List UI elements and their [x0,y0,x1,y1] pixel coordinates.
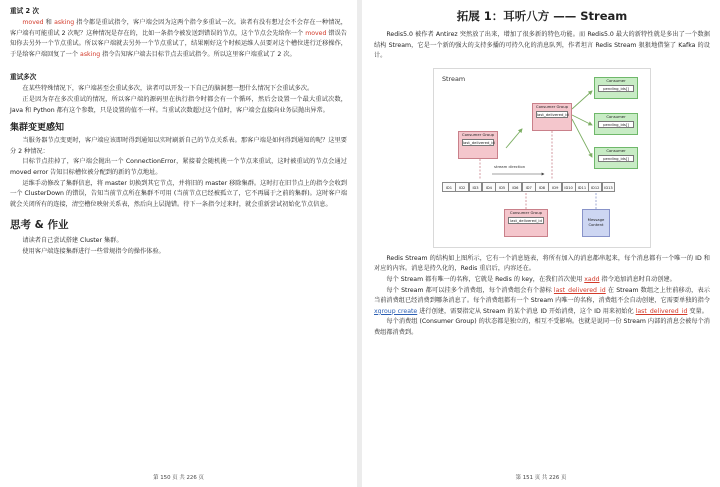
arrow-consumer-3 [572,119,592,157]
stream-id-cell: ID6 [508,182,522,192]
left-page [0,0,357,487]
text-segment: 每个 Stream 都有唯一的名称，它就是 Redis 的 key，在我们首次使用 [386,275,585,283]
consumer-group-a [458,131,498,159]
text-segment: 每个 Stream 都可以挂多个消费组，每个消费组会有个游标 [386,286,554,294]
paragraph-redis5-intro: Redis5.0 被作者 Antirez 突然放了出来，增加了很多新的特色功能。而 Redis5.0 最大的新特性就是多出了一个数据结构 Stream，它是一个新的强大的支持多播的可持久化的消息队列，作者坦言 Redis Stream 狠狠地借鉴了 Kafka 的设计。 [374,31,710,60]
consumer-2-title: Consumer [606,113,626,119]
consumer-1-title: Consumer [606,77,626,83]
paragraph-cluster-notify: 当服务器节点变更时，客户端应该即时得到通知以实时刷新自己的节点关系表。那客户端是如何得到通知的呢？这里要分 2 种情况： [10,137,347,155]
stream-id-cell: ID7 [522,182,536,192]
stream-id-cell: ID8 [535,182,549,192]
text-segment: 指令都是重试指令，客户端会因为这两个指令多重试一次。读者有没有想过会不会存在一种情况，客户端有可能重试 2 次呢？这种情况是存在的，比如一条指令被发送到错误的节点，这个节点会先给你一个 [10,19,347,37]
stream-diagram [433,68,651,248]
right-page [362,0,720,487]
consumer-3-field: pending_ids[] [598,155,634,162]
paragraph-manual-change: 运维手动修改了集群信息，将 master 切换到其它节点，并将旧的 master 移除集群。这时打在旧节点上的指令会收到一个 ClusterDown 的错误，告知当前节点所在集群不可用 (当前节点已经被孤立了，它不再属于之前的集群)。这时客户端就会关闭所有的连接，清空槽位映射关系表，然后向上层抛错。待下一条指令过来时，就会重新尝试初始化节点信息。 [10,179,347,208]
text-segment: 和 [43,19,55,26]
consumer-group-b [532,103,572,131]
stream-id-row [442,182,615,192]
heading-retry-twice: 重试 2 次 [10,7,39,15]
homework-item-1: 请读者自己尝试搭建 Cluster 集群。 [22,237,123,245]
arrow-consumer-1 [572,91,592,109]
keyword-xgroup-create: xgroup create [374,307,418,315]
consumer-group-c-title: Consumer Group [509,209,543,215]
diagram-label: Stream [442,74,466,83]
page-number-right: 第 151 页 共 226 页 [515,475,567,481]
text-segment: 变量。 [687,307,708,315]
stream-id-cell: ID9 [548,182,562,192]
paragraph-retry-loop: 正是因为存在多次重试的情况，所以客户端的源码里在执行指令时都会有一个循环，然后会设置一个最大重试次数，Java 和 Python 都有这个参数，只是设置的值不一样。当重试次数超过这个值时，客户端会直接向业务层抛出异常。 [10,95,347,114]
paragraph-node-down: 目标节点挂掉了，客户端会抛出一个 ConnectionError，紧接着会随机挑一个节点来重试，这时被重试的节点会通过 moved error 告知目标槽位被分配到的新的节点地址。 [10,158,347,176]
keyword-asking: asking [80,50,101,58]
consumer-group-a-field: last_delivered_id [463,139,495,145]
consumer-2-field: pending_ids[] [598,121,634,128]
paragraph-retry-twice [10,18,347,60]
keyword-xadd: xadd [584,275,600,283]
consumer-1 [594,77,638,99]
stream-id-cell: ID11 [575,182,589,192]
keyword-moved: moved [22,19,44,26]
consumer-group-b-title: Consumer Group [535,103,569,109]
keyword-last-delivered-id: last_delivered_id [553,286,606,294]
stream-id-cell: ID4 [482,182,496,192]
text-segment: 错误告知你去另外一个节点重试。所以客户端就去另外一个节点重试了，结果刚好这个时候运维人员要对这个槽位进行迁移操作，于是给客户端回复了一个 [10,29,347,58]
consumer-3 [594,147,638,169]
stream-direction-label: stream direction [494,163,526,169]
stream-id-cell: ID10 [562,182,576,192]
heading-homework: 思考 & 作业 [10,219,69,232]
heading-cluster-change: 集群变更感知 [10,123,65,134]
consumer-1-field: pending_ids[] [598,85,634,92]
page-number-left: 第 150 页 共 226 页 [153,475,204,481]
consumer-group-c-field: last_delivered_id [508,217,544,224]
section-title-stream: 拓展 1：耳听八方 —— Stream [456,9,628,23]
paragraph-group-state: 每个消费组 (Consumer Group) 的状态都是独立的，相互不受影响。也就是说同一份 Stream 内部的消息会被每个消费组都消费到。 [374,318,710,336]
stream-id-cell: ID2 [455,182,469,192]
paragraph-retry-many: 在某些特殊情况下，客户端甚至会重试多次，读者可以开发一下自己的脑洞想一想什么情况下会重试多次。 [22,85,314,93]
homework-item-2: 使用客户端连接集群进行一些常规指令的操作体验。 [22,247,165,255]
paragraph-structure: Redis Stream 的结构如上图所示，它有一个消息链表，将所有加入的消息都串起来，每个消息都有一个唯一的 ID 和对应的内容。消息是持久化的，Redis 重启后，内容还在。 [374,254,710,273]
consumer-group-b-field: last_delivered_id [537,111,569,117]
consumer-group-c [504,209,548,237]
stream-id-cell: ID3 [469,182,483,192]
heading-retry-many: 重试多次 [10,73,37,82]
stream-id-cell: ID5 [495,182,509,192]
arrow-group-link [506,129,522,148]
consumer-group-a-title: Consumer Group [461,131,495,137]
text-segment: 在 Stream 数组之上往前移动，表示当前消费组已经消费到哪条消息了。每个消费组都有一个 Stream 内唯一的名称，消费组不会自动创建，它需要单独的指令 [374,286,710,305]
text-segment: 指令追加消息时自动创建。 [599,275,676,283]
consumer-3-title: Consumer [606,147,626,153]
paragraph-consumer-groups [374,286,710,318]
keyword-last-delivered-id: last_delivered_id [635,307,688,315]
arrow-consumer-2 [572,115,592,125]
text-segment: 指令告知客户端去目标节点去重试指令。所以这里客户端重试了 2 次。 [100,50,296,58]
consumer-2 [594,113,638,135]
stream-id-cell: ID12 [588,182,602,192]
keyword-moved: moved [305,29,327,37]
text-segment: 进行创建，需要指定从 Stream 的某个消息 ID 开始消费，这个 ID 用来初始化 [417,307,636,315]
message-content-box: Message Content [582,209,610,237]
paragraph-stream-name [374,275,710,286]
stream-id-cell: ID1 [442,182,456,192]
keyword-asking: asking [54,19,75,26]
stream-id-cell: ID13 [602,182,616,192]
